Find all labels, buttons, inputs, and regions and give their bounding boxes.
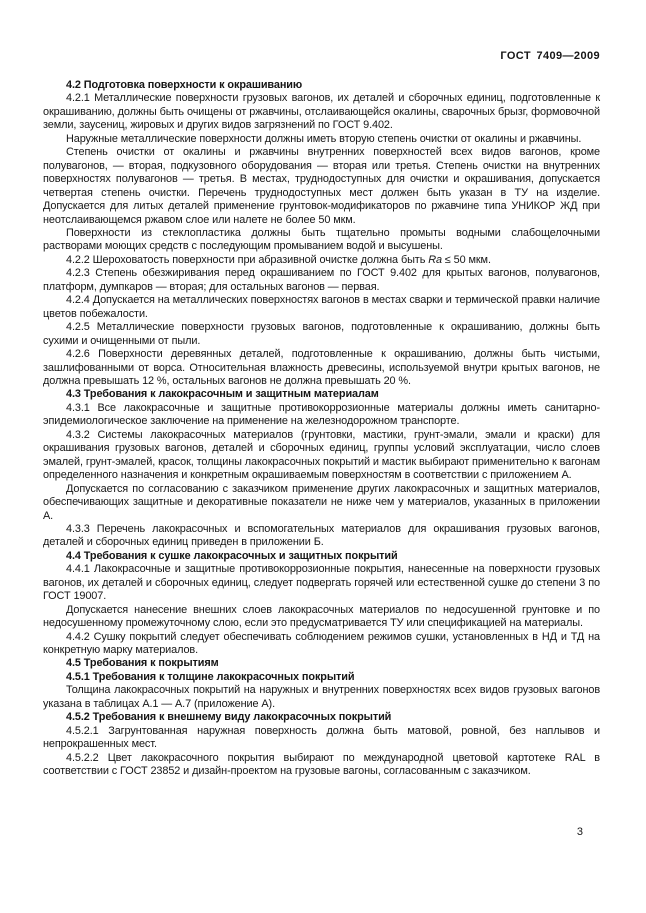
paragraph: Степень очистки от окалины и ржавчины внутренних поверхностей всех видов вагонов, кроме полувагонов, — вторая, подкузовного оборудования — вторая или третья. Степень очистки на внутренних поверхностях полувагонов — третья. В местах, труднодоступных для очистки и окрашивания, допускается четвертая степень очистки. Перечень труднодоступных мест должен быть указан в ТУ на изделие. Допускается для литых деталей применение грунтовок-модификаторов по ржавчине типа УНИКОР ЖД при неотслаивающемся ржавом слое или налете не более 50 мкм. [43,146,600,226]
paragraph: 4.3.3 Перечень лакокрасочных и вспомогательных материалов для окрашивания грузовых вагонов, деталей и сборочных единиц приведен в приложении Б. [43,522,600,549]
page-header [43,50,600,62]
paragraph: 4.4.1 Лакокрасочные и защитные противокоррозионные покрытия, нанесенные на поверхности грузовых вагонов, их деталей и сборочных единиц, следует подвергать горячей или естественной сушке до степени 3 по ГОСТ 19007. [43,563,600,603]
document-body [43,79,600,779]
paragraph: Наружные металлические поверхности должны иметь вторую степень очистки от окалины и ржавчины. [66,132,582,145]
paragraph: Допускается по согласованию с заказчиком применение других лакокрасочных и защитных материалов, обеспечивающих защитные и декоративные показатели не ниже чем у материалов, указанных в приложении А. [43,482,600,522]
page-footer [43,826,583,838]
section-heading: 4.5 Требования к покрытиям [66,657,219,670]
paragraph [43,254,600,267]
paragraph: 4.5.2.1 Загрунтованная наружная поверхность должна быть матовой, ровной, без наплывов и непрокрашенных мест. [43,724,600,751]
section-heading: 4.3 Требования к лакокрасочным и защитным материалам [66,388,379,401]
text-run: 4.2.2 Шероховатость поверхности при абразивной очистке должна быть [66,253,429,266]
paragraph: Поверхности из стеклопластика должны быть тщательно промыты водными слабощелочными растворами моющих средств с последующим промыванием водой и высушены. [43,226,600,253]
text-run: ≤ 50 мкм. [441,253,491,266]
paragraph: Допускается нанесение внешних слоев лакокрасочных материалов по недосушенной грунтовке и по недосушенному промежуточному слою, если это предусматривается ТУ или спецификацией на материалы. [43,603,600,630]
standard-code: ГОСТ 7409—2009 [500,50,600,62]
paragraph: 4.3.2 Системы лакокрасочных материалов (грунтовки, мастики, грунт-эмали, эмали и краски) для окрашивания грузовых вагонов, деталей и сборочных единиц, группы условий эксплуатации, число слоев эмалей, грунт-эмалей, красок, толщины лакокрасочных покрытий и мастик выбирают применительно к вагонам определенного назначения и конкретным окрашиваемым поверхностям в соответствии с приложением А. [43,428,600,482]
paragraph: 4.3.1 Все лакокрасочные и защитные противокоррозионные материалы должны иметь санитарно-эпидемиологическое заключение на применение на железнодорожном транспорте. [43,401,600,428]
section-heading: 4.5.2 Требования к внешнему виду лакокрасочных покрытий [66,711,392,724]
section-heading: 4.4 Требования к сушке лакокрасочных и защитных покрытий [66,549,398,562]
paragraph: 4.5.2.2 Цвет лакокрасочного покрытия выбирают по международной цветовой картотеке RAL в соответствии с ГОСТ 23852 и дизайн-проектом на грузовые вагоны, согласованным с заказчиком. [43,751,600,778]
paragraph: 4.2.5 Металлические поверхности грузовых вагонов, подготовленные к окрашиванию, должны быть сухими и очищенными от пыли. [43,321,600,347]
paragraph: 4.2.1 Металлические поверхности грузовых вагонов, их деталей и сборочных единиц, подготовленные к окрашиванию, должны быть очищены от ржавчины, отслаивающейся окалины, сварочных брызг, формовочной земли, заусениц, жировых и других видов загрязнений по ГОСТ 9.402. [43,92,600,132]
paragraph: 4.2.6 Поверхности деревянных деталей, подготовленные к окрашиванию, должны быть чистыми, зашлифованными от ворса. Относительная влажность древесины, используемой внутри крытых вагонов, не должна превышать 12 %, остальных вагонов не должна превышать 20 %. [43,348,600,387]
paragraph: 4.4.2 Сушку покрытий следует обеспечивать соблюдением режимов сушки, установленных в НД и ТД на конкретную марку материалов. [43,630,600,657]
italic-run: Ra [428,253,442,266]
page-number: 3 [576,826,583,838]
section-heading: 4.5.1 Требования к толщине лакокрасочных покрытий [66,670,355,683]
paragraph: 4.2.4 Допускается на металлических поверхностях вагонов в местах сварки и термической правки наличие цветов побежалости. [43,294,600,320]
paragraph: 4.2.3 Степень обезжиривания перед окрашиванием по ГОСТ 9.402 для крытых вагонов, полувагонов, платформ, думпкаров — вторая; для остальных вагонов — первая. [43,267,600,293]
paragraph: Толщина лакокрасочных покрытий на наружных и внутренних поверхностях всех видов грузовых вагонов указана в таблицах А.1 — А.7 (приложение А). [43,684,600,710]
section-heading: 4.2 Подготовка поверхности к окрашиванию [66,79,303,91]
